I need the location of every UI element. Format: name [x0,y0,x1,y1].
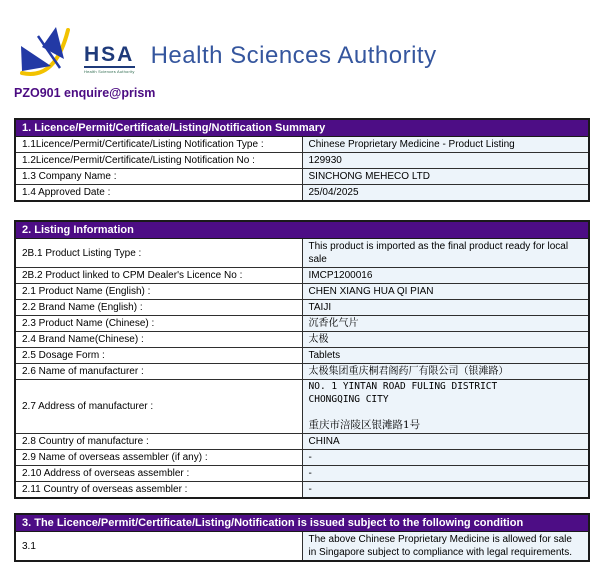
field-label: 2B.2 Product linked to CPM Dealer's Licence No : [15,268,302,284]
condition-text: The above Chinese Proprietary Medicine is allowed for sale in Singapore subject to compliance with legal requirements. [302,532,589,562]
table-row [15,466,589,482]
section2-header-row [15,221,589,239]
table-row [15,532,589,562]
section3-title: 3. The Licence/Permit/Certificate/Listing/Notification is issued subject to the following condition [15,514,589,532]
field-value: 太极集团重庆桐君阁药厂有限公司（银滩路） [302,364,589,380]
field-value: 太极 [302,332,589,348]
table-row [15,268,589,284]
table-row [15,380,589,434]
table-row [15,482,589,499]
hsa-logo-tagline: Health Sciences Authority [84,69,135,74]
field-label: 1.2Licence/Permit/Certificate/Listing Notification No : [15,153,302,169]
table-row [15,153,589,169]
field-label: 2.7 Address of manufacturer : [15,380,302,434]
hsa-wordmark: HSA [84,43,135,66]
table-row [15,364,589,380]
hsa-logo-icon [18,24,82,76]
field-label: 2.2 Brand Name (English) : [15,300,302,316]
table-row [15,434,589,450]
field-label: 2.3 Product Name (Chinese) : [15,316,302,332]
page-title: Health Sciences Authority [150,42,437,69]
field-label: 2.5 Dosage Form : [15,348,302,364]
licence-summary-table [14,118,590,202]
field-label: 1.3 Company Name : [15,169,302,185]
table-row [15,300,589,316]
table-row [15,137,589,153]
address-blank-line [309,407,583,419]
table-row [15,169,589,185]
table-row [15,348,589,364]
conditions-table [14,513,590,562]
condition-number: 3.1 [15,532,302,562]
field-label: 2.10 Address of overseas assembler : [15,466,302,482]
field-value: 25/04/2025 [302,185,589,202]
field-value: Chinese Proprietary Medicine - Product Listing [302,137,589,153]
table-row [15,284,589,300]
field-label: 2.11 Country of overseas assembler : [15,482,302,499]
manufacturer-address-value [302,380,589,434]
table-row [15,239,589,268]
field-label: 2.6 Name of manufacturer : [15,364,302,380]
address-line: CHONGQING CITY [308,393,389,405]
field-value: TAIJI [302,300,589,316]
hsa-wordmark-block [84,44,135,74]
field-value: This product is imported as the final product ready for local sale [302,239,589,268]
field-label: 1.4 Approved Date : [15,185,302,202]
address-line: NO. 1 YINTAN ROAD FULING DISTRICT [308,381,498,392]
section3-header-row [15,514,589,532]
field-value: - [302,466,589,482]
table-row [15,450,589,466]
field-value: CHINA [302,434,589,450]
section1-title: 1. Licence/Permit/Certificate/Listing/Notification Summary [15,119,589,137]
field-value: 沉香化气片 [302,316,589,332]
field-label: 2.4 Brand Name(Chinese) : [15,332,302,348]
section2-title: 2. Listing Information [15,221,589,239]
table-row [15,316,589,332]
field-value: - [302,450,589,466]
field-value: Tablets [302,348,589,364]
field-label: 2.9 Name of overseas assembler (if any) : [15,450,302,466]
field-label: 1.1Licence/Permit/Certificate/Listing Notification Type : [15,137,302,153]
listing-information-table [14,220,590,499]
masthead [0,0,600,76]
field-value: 129930 [302,153,589,169]
table-row [15,185,589,202]
field-label: 2.8 Country of manufacture : [15,434,302,450]
address-line-chinese: 重庆市涪陵区银滩路1号 [308,418,421,431]
field-value: SINCHONG MEHECO LTD [302,169,589,185]
reference-line: PZO901 enquire@prism [14,86,156,100]
field-value: IMCP1200016 [302,268,589,284]
table-row [15,332,589,348]
section1-header-row [15,119,589,137]
field-label: 2.1 Product Name (English) : [15,284,302,300]
field-value: CHEN XIANG HUA QI PIAN [302,284,589,300]
field-value: - [302,482,589,499]
field-label: 2B.1 Product Listing Type : [15,239,302,268]
